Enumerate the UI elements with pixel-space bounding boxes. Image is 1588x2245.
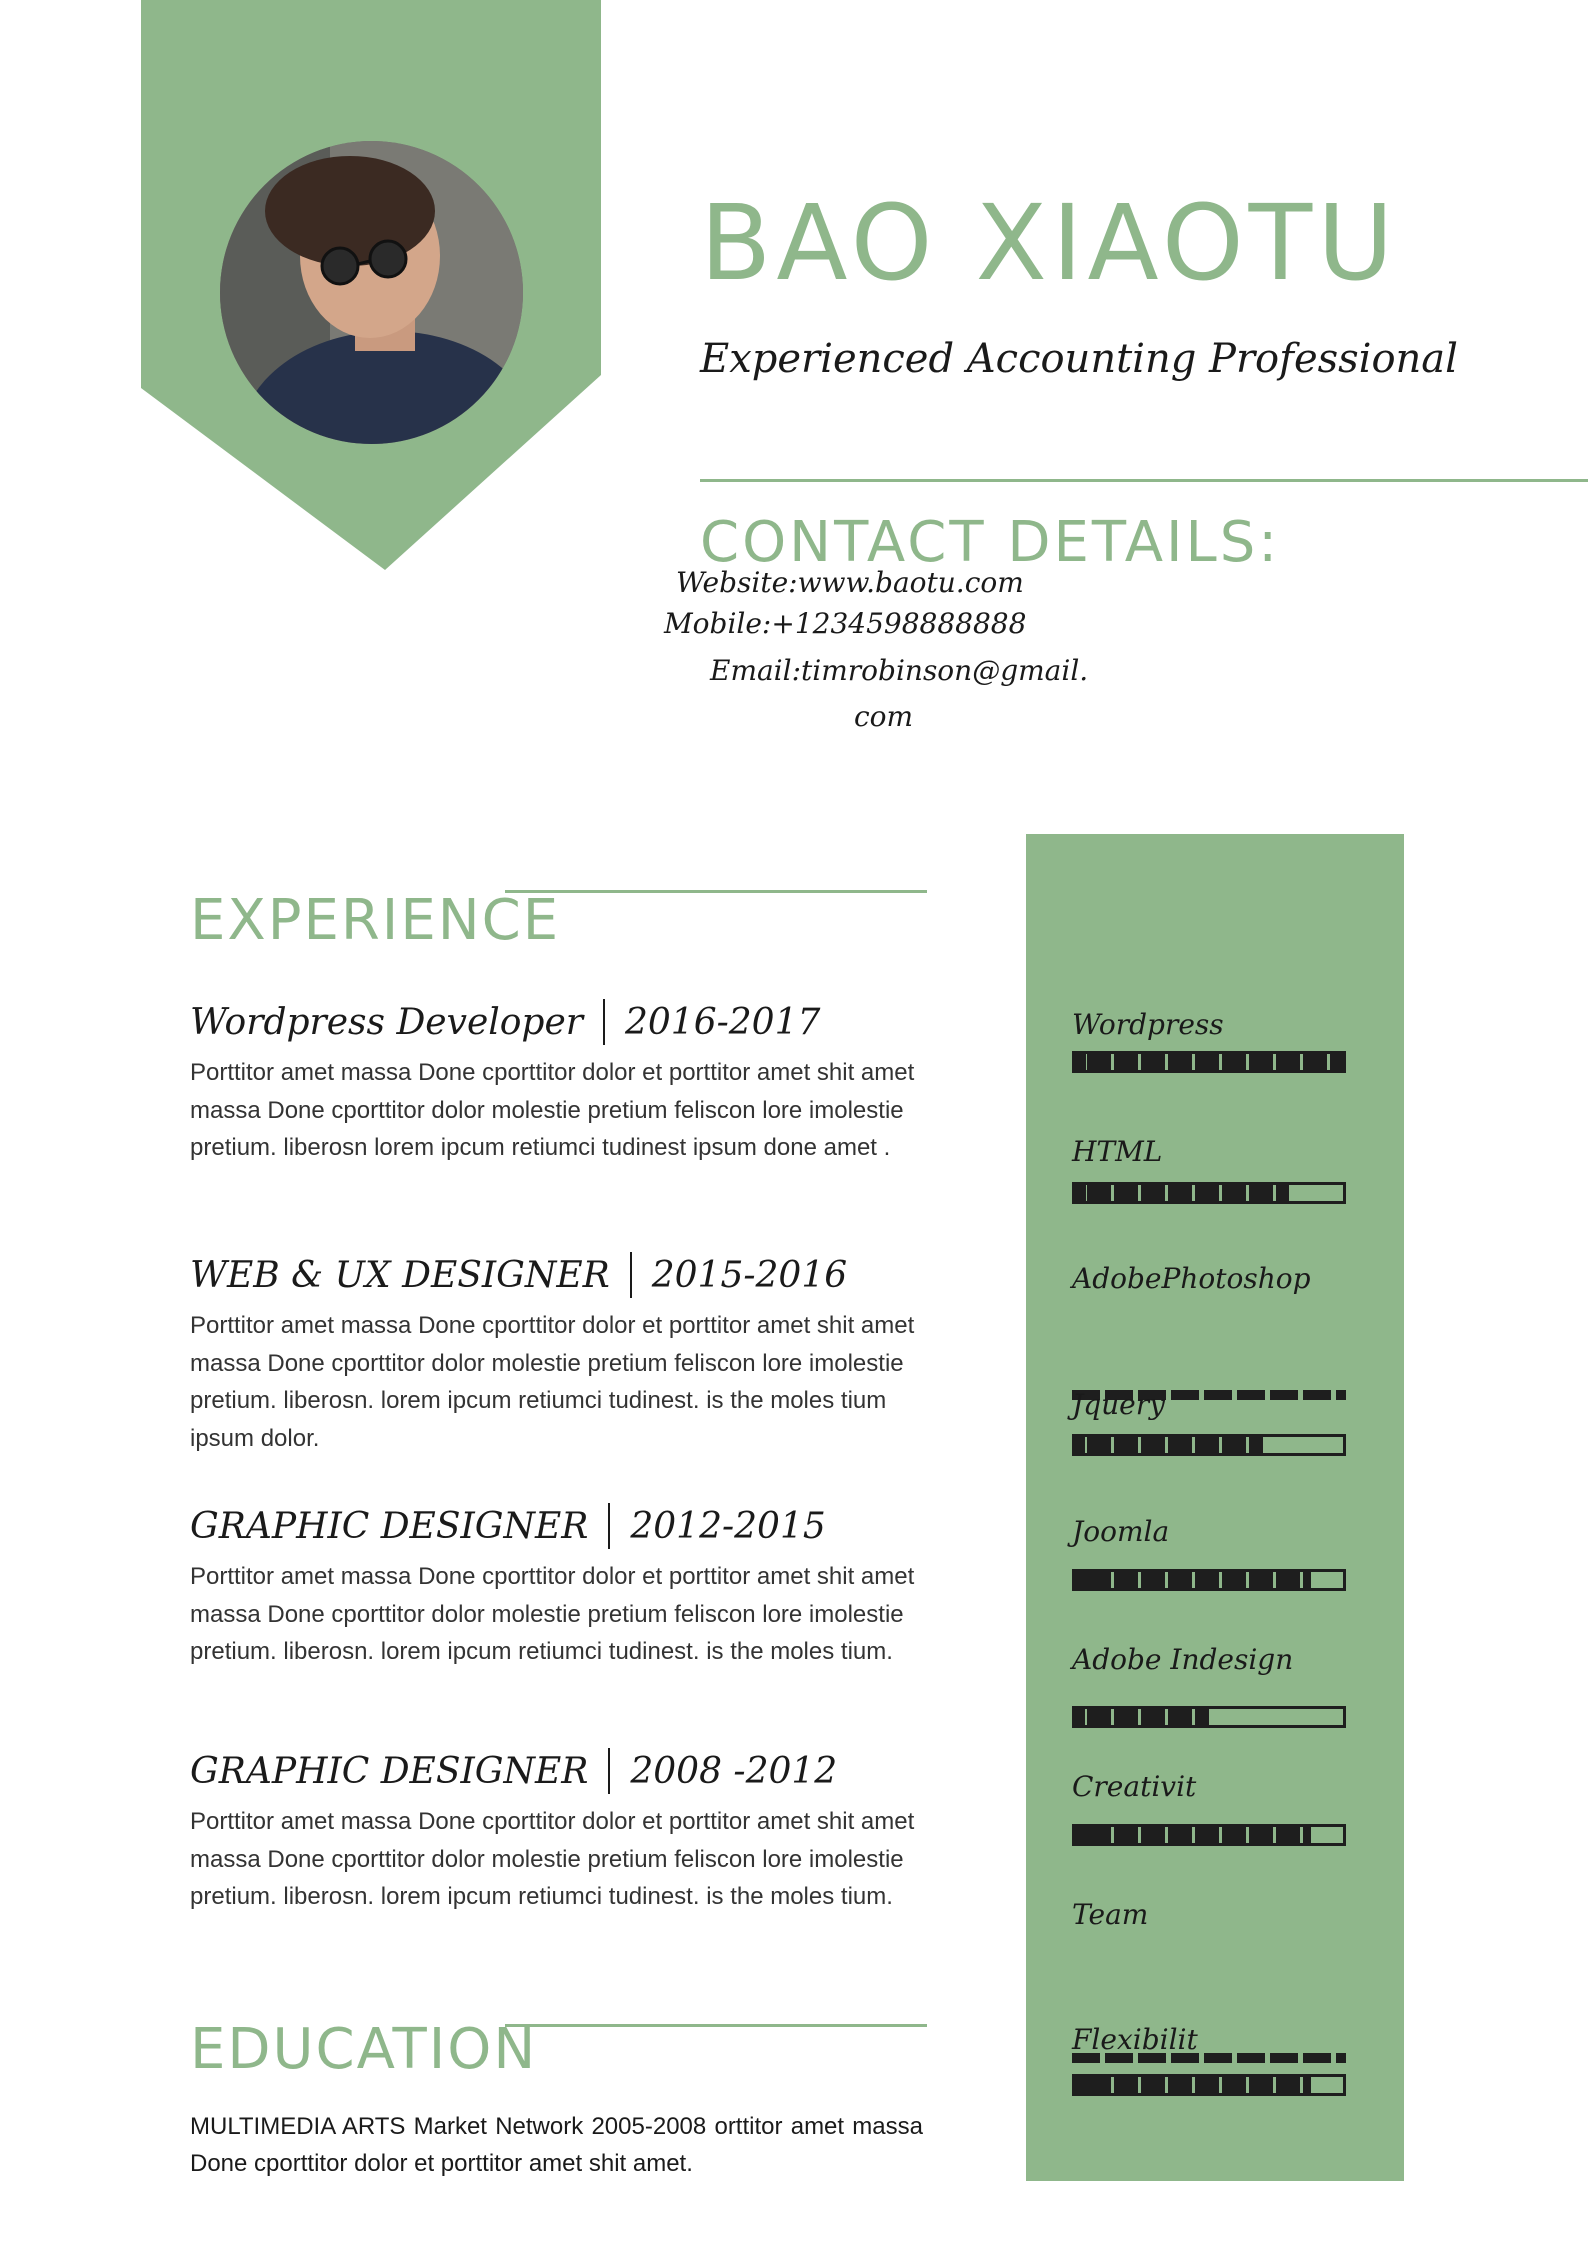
job-header	[190, 1747, 923, 1795]
skill-label: HTML	[1072, 1135, 1163, 1168]
job-description: Porttitor amet massa Done cporttitor dolor et porttitor amet shit amet massa Done cporttitor dolor molestie pretium feliscon lore imolestie pretium. liberosn lorem ipcum retiumci tudinest ipsum done amet .	[190, 1059, 915, 1161]
skill-label: Creativit	[1072, 1770, 1197, 1803]
skill-bar	[1072, 2074, 1346, 2096]
skill-label: Team	[1072, 1898, 1149, 1931]
job-separator	[608, 1748, 610, 1794]
skill-bar	[1072, 1434, 1346, 1456]
skill-bar-fill	[1075, 1437, 1263, 1453]
skill-bar-fill	[1075, 1054, 1343, 1070]
experience-item	[190, 1747, 923, 1916]
profile-photo	[220, 141, 523, 444]
education-title: EDUCATION	[190, 2017, 538, 2082]
job-years: 2015-2016	[651, 1254, 848, 1296]
job-description: Porttitor amet massa Done cporttitor dolor et porttitor amet shit amet massa Done cporttitor dolor molestie pretium feliscon lore imolestie pretium. liberosn. lorem ipcum retiumci tudinest. is the moles tium ipsum dolor.	[190, 1312, 915, 1452]
experience-item	[190, 1251, 923, 1457]
contact-title: CONTACT DETAILS:	[700, 510, 1281, 575]
skill-bar-fill	[1075, 2077, 1311, 2093]
job-years: 2008 -2012	[630, 1750, 838, 1792]
person-avatar-icon	[220, 141, 523, 444]
skill-bar	[1072, 1824, 1346, 1846]
skill-label: Adobe Indesign	[1072, 1643, 1294, 1676]
job-header	[190, 998, 923, 1046]
contact-email: Email:timrobinson@gmail.	[710, 654, 1089, 687]
experience-item	[190, 1502, 923, 1671]
job-years: 2012-2015	[630, 1505, 826, 1547]
skill-bar	[1072, 1182, 1346, 1204]
header-divider	[700, 479, 1588, 482]
skill-bar-fill	[1075, 1185, 1289, 1201]
job-title: GRAPHIC DESIGNER	[190, 1750, 589, 1792]
skill-bar-fill	[1075, 1827, 1311, 1843]
experience-item	[190, 998, 923, 1167]
job-header	[190, 1251, 923, 1299]
skill-label: AdobePhotoshop	[1072, 1262, 1311, 1295]
candidate-name: BAO XIAOTU	[700, 182, 1399, 304]
skill-bar	[1072, 1051, 1346, 1073]
skill-bar	[1072, 1569, 1346, 1591]
job-title: Wordpress Developer	[190, 1001, 583, 1043]
skill-label: Flexibilit	[1072, 2023, 1198, 2056]
job-header	[190, 1502, 923, 1550]
contact-mobile: Mobile:+1234598888888	[664, 607, 1027, 640]
job-title: WEB & UX DESIGNER	[190, 1254, 610, 1296]
education-divider	[505, 2024, 927, 2027]
job-separator	[630, 1252, 632, 1298]
job-description: Porttitor amet massa Done cporttitor dolor et porttitor amet shit amet massa Done cporttitor dolor molestie pretium feliscon lore imolestie pretium. liberosn. lorem ipcum retiumci tudinest. is the moles tium.	[190, 1563, 915, 1665]
job-separator	[608, 1503, 610, 1549]
job-title: GRAPHIC DESIGNER	[190, 1505, 589, 1547]
skill-bar-fill	[1075, 1572, 1311, 1588]
experience-divider	[505, 890, 927, 893]
skill-label: Joomla	[1072, 1515, 1170, 1548]
skill-label: Wordpress	[1072, 1008, 1224, 1041]
job-description: Porttitor amet massa Done cporttitor dolor et porttitor amet shit amet massa Done cporttitor dolor molestie pretium feliscon lore imolestie pretium. liberosn. lorem ipcum retiumci tudinest. is the moles tium.	[190, 1808, 915, 1910]
contact-website: Website:www.baotu.com	[676, 566, 1024, 599]
skill-bar	[1072, 1706, 1346, 1728]
contact-email-continued: com	[854, 700, 914, 733]
experience-title: EXPERIENCE	[190, 888, 561, 953]
job-years: 2016-2017	[625, 1001, 821, 1043]
skill-label: Jquery	[1072, 1388, 1165, 1421]
education-text: MULTIMEDIA ARTS Market Network 2005-2008 orttitor amet massa Done cporttitor dolor et porttitor amet shit amet.	[190, 2113, 923, 2177]
candidate-role: Experienced Accounting Professional	[700, 336, 1458, 382]
skill-bar-fill	[1075, 1709, 1209, 1725]
job-separator	[603, 999, 605, 1045]
